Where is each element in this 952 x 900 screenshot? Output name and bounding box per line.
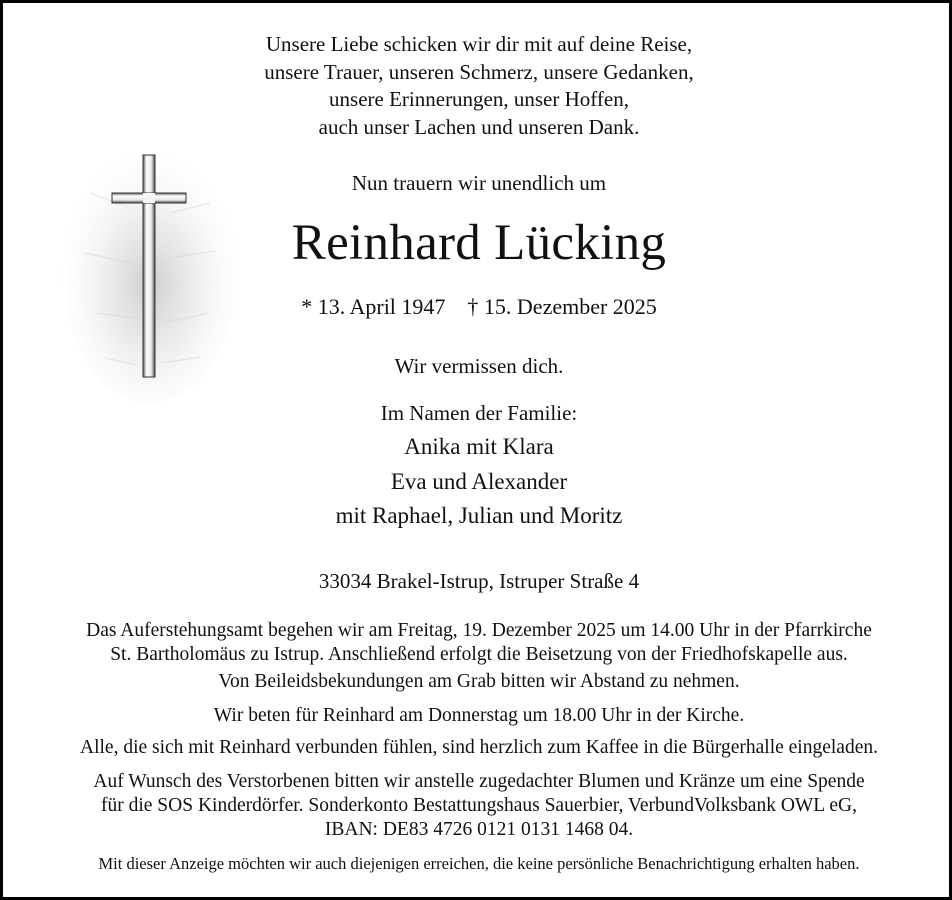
address: 33034 Brakel-Istrup, Istruper Straße 4 — [318, 569, 640, 593]
condolences-text: Von Beileidsbekundungen am Grab bitten wir Abstand zu nehmen. — [218, 671, 740, 692]
miss-message: Wir vermissen dich. — [394, 354, 564, 378]
poem — [3, 31, 952, 141]
family-member: Eva und Alexander — [390, 468, 568, 494]
prayer-text: Wir beten für Reinhard am Donnerstag um 18.00 Uhr in der Kirche. — [213, 705, 745, 726]
mourning-intro: Nun trauern wir unendlich um — [351, 171, 607, 195]
death-date: † 15. Dezember 2025 — [467, 294, 657, 319]
footnote: Mit dieser Anzeige möchten wir auch diejenigen erreichen, die keine persönliche Benachrichtigung erhalten haben. — [98, 854, 860, 873]
life-dates — [3, 293, 952, 321]
family-members — [3, 430, 952, 534]
donation-line: Auf Wunsch des Verstorbenen bitten wir anstelle zugedachter Blumen und Kränze um eine Spende — [93, 771, 865, 792]
poem-line: unsere Erinnerungen, unser Hoffen, — [329, 87, 629, 111]
poem-line: auch unser Lachen und unseren Dank. — [318, 114, 640, 139]
funeral-service-line: Das Auferstehungsamt begehen wir am Freitag, 19. Dezember 2025 um 14.00 Uhr in der Pfarrkirche — [86, 620, 872, 641]
poem-line: unsere Trauer, unseren Schmerz, unsere Gedanken, — [264, 59, 694, 84]
family-intro: Im Namen der Familie: — [380, 401, 578, 425]
donation-text — [3, 770, 952, 842]
birth-date: * 13. April 1947 — [301, 294, 446, 319]
family-member: Anika mit Klara — [404, 434, 554, 459]
donation-line: für die SOS Kinderdörfer. Sonderkonto Bestattungshaus Sauerbier, VerbundVolksbank OWL eG, — [101, 795, 857, 816]
deceased-name: Reinhard Lücking — [291, 215, 667, 271]
donation-line: IBAN: DE83 4726 0121 0131 1468 04. — [324, 819, 634, 840]
funeral-service-line: St. Bartholomäus zu Istrup. Anschließend erfolgt die Beisetzung von der Friedhofskapelle aus. — [110, 644, 848, 665]
funeral-service-text — [3, 619, 952, 667]
coffee-invitation-text: Alle, die sich mit Reinhard verbunden fühlen, sind herzlich zum Kaffee in die Bürgerhalle eingeladen. — [80, 737, 878, 758]
poem-line: Unsere Liebe schicken wir dir mit auf deine Reise, — [265, 32, 693, 56]
family-member: mit Raphael, Julian und Moritz — [335, 503, 623, 528]
